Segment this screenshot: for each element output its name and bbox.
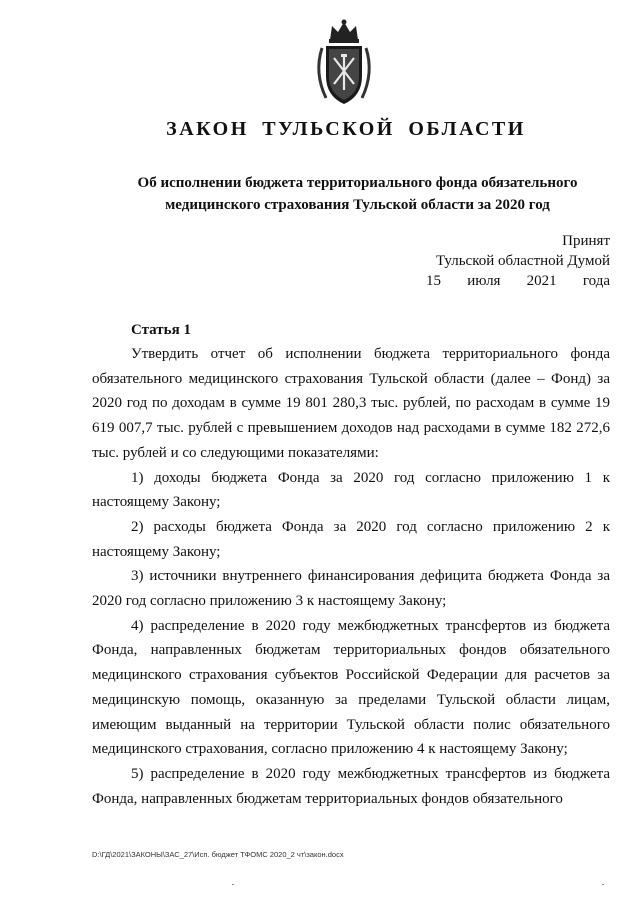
adoption-year-word: года <box>582 273 610 289</box>
law-subtitle: Об исполнении бюджета территориального фонда обязательного медицинского страхования Тульской области за 2020 год <box>137 175 578 213</box>
paragraph-item-3: 3) источники внутреннего финансирования дефицита бюджета Фонда за 2020 год согласно приложению 3 к настоящему Закону; <box>92 568 610 610</box>
footer-file-path: D:\ГД\2021\ЗАКОНЫ\ЗАС_27\Исп. бюджет ТФОМС 2020_2 чт\закон.docx <box>92 850 344 859</box>
law-title: ЗАКОН ТУЛЬСКОЙ ОБЛАСТИ <box>166 118 526 140</box>
paragraph-item-2: 2) расходы бюджета Фонда за 2020 год согласно приложению 2 к настоящему Закону; <box>92 518 610 560</box>
scan-speck <box>232 884 234 885</box>
adoption-block <box>426 231 610 291</box>
adopted-label: Принят <box>562 233 610 249</box>
paragraph-item-5: 5) распределение в 2020 году межбюджетных трансфертов из бюджета Фонда, направленных бюджетам территориальных фондов обязательного <box>92 765 610 807</box>
paragraph-intro: Утвердить отчет об исполнении бюджета территориального фонда обязательного медицинского страхования Тульской области (далее – Фонд) за 2020 год по доходам в сумме 19 801 280,3 тыс. рублей, по расходам в сумме 19 619 007,7 тыс. рублей с превышением доходов над расходами в сумме 182 272,6 тыс. рублей и со следующими показателями: <box>92 346 610 461</box>
article-heading: Статья 1 <box>131 322 191 338</box>
scan-speck <box>602 884 604 885</box>
adoption-date <box>426 271 610 291</box>
adoption-day: 15 <box>426 273 441 289</box>
article-body <box>92 342 610 811</box>
paragraph-item-4: 4) распределение в 2020 году межбюджетных трансфертов из бюджета Фонда, направленных бюджетам территориальных фондов обязательного медицинского страхования субъектов Российской Федерации для расчетов за медицинскую помощь, оказанную за пределами Тульской области лицам, имеющим выданный на территории Тульской области полис обязательного медицинского страхования, согласно приложению 4 к настоящему Закону; <box>92 617 610 758</box>
tula-coat-of-arms-icon <box>312 18 376 108</box>
adoption-year: 2021 <box>526 273 557 289</box>
adopted-by: Тульской областной Думой <box>435 253 610 269</box>
paragraph-item-1: 1) доходы бюджета Фонда за 2020 год согласно приложению 1 к настоящему Закону; <box>92 469 610 511</box>
adoption-month: июля <box>467 273 501 289</box>
